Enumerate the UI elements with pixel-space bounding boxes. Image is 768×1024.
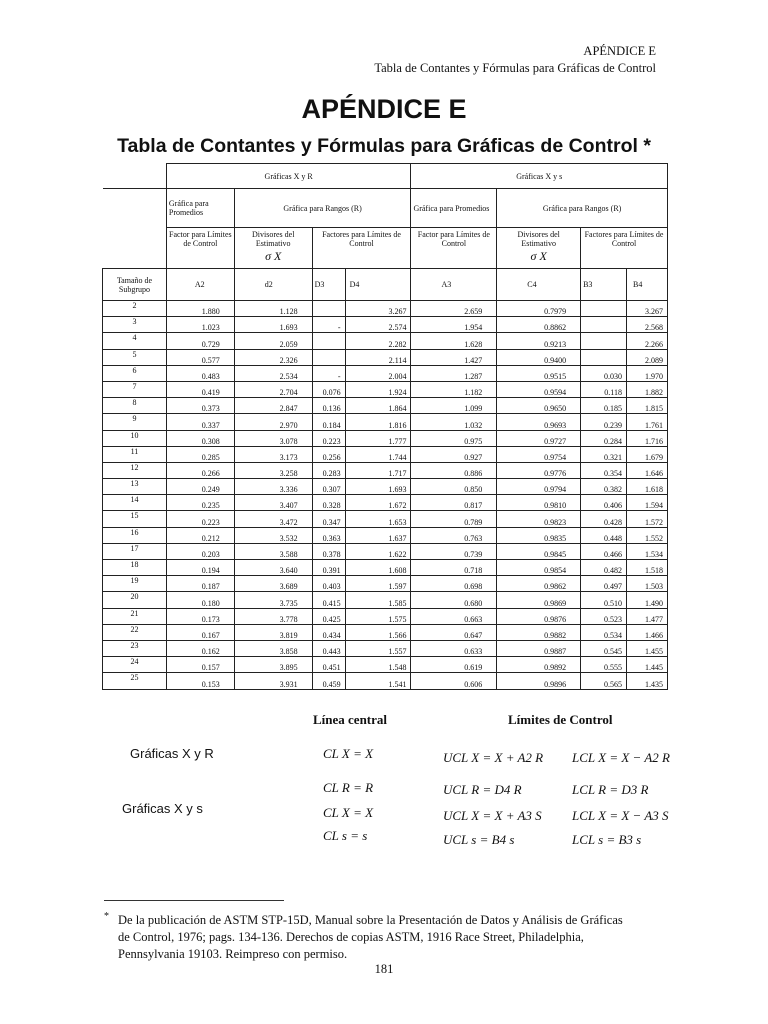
page-number: 181 xyxy=(374,962,394,976)
cell-subgroup: 24 xyxy=(103,657,167,673)
cell-subgroup: 23 xyxy=(103,640,167,656)
divisor-d2-header xyxy=(234,228,312,269)
cell-c4: 0.9876 xyxy=(497,608,581,624)
cell-a3: 1.099 xyxy=(411,398,497,414)
cell-d4: 1.548 xyxy=(345,657,411,673)
cell-b3: 0.545 xyxy=(581,640,627,656)
cell-b4: 1.970 xyxy=(627,365,668,381)
cell-d3: 0.391 xyxy=(312,560,345,576)
formula-ucl-x-xs: UCL X = X + A3 S xyxy=(443,808,542,823)
cell-c4: 0.9845 xyxy=(497,543,581,559)
running-header-appendix: APÉNDICE E xyxy=(583,44,656,58)
cell-a3: 2.659 xyxy=(411,301,497,317)
factores-b-header: Factores para Límites de Control xyxy=(581,228,668,269)
cell-a2: 0.285 xyxy=(166,446,234,462)
cell-b3: 0.284 xyxy=(581,430,627,446)
cell-d3: 0.328 xyxy=(312,495,345,511)
cell-d4: 1.557 xyxy=(345,640,411,656)
cell-a3: 1.182 xyxy=(411,381,497,397)
cell-subgroup: 22 xyxy=(103,624,167,640)
cell-b4: 1.761 xyxy=(627,414,668,430)
cell-d2: 3.689 xyxy=(234,576,312,592)
cell-d3: 0.223 xyxy=(312,430,345,446)
cell-c4: 0.9862 xyxy=(497,576,581,592)
cell-subgroup: 12 xyxy=(103,462,167,478)
cell-d2: 3.895 xyxy=(234,657,312,673)
cell-d4: 1.585 xyxy=(345,592,411,608)
table-row xyxy=(103,365,668,381)
cell-a2: 0.235 xyxy=(166,495,234,511)
cell-d3 xyxy=(312,333,345,349)
col-c4: C4 xyxy=(497,269,581,301)
footnote-rule xyxy=(104,900,284,901)
cell-a2: 0.308 xyxy=(166,430,234,446)
formula-cl-x-xs: CL X = X xyxy=(323,805,374,820)
table-row xyxy=(103,462,668,478)
cell-d2: 3.173 xyxy=(234,446,312,462)
table-row xyxy=(103,349,668,365)
group-header-xs: Gráficas X y s xyxy=(411,164,668,189)
cell-a3: 0.975 xyxy=(411,430,497,446)
formula-ucl-x-xr: UCL X = X + A2 R xyxy=(443,750,544,765)
cell-b3: 0.466 xyxy=(581,543,627,559)
cell-d4: 2.574 xyxy=(345,317,411,333)
cell-a2: 0.157 xyxy=(166,657,234,673)
sigma-symbol: σ X xyxy=(265,249,282,263)
cell-a2: 0.203 xyxy=(166,543,234,559)
cell-a3: 0.789 xyxy=(411,511,497,527)
cell-b4: 1.490 xyxy=(627,592,668,608)
cell-a3: 0.633 xyxy=(411,640,497,656)
cell-d3: 0.307 xyxy=(312,479,345,495)
cell-c4: 0.9869 xyxy=(497,592,581,608)
table-row xyxy=(103,592,668,608)
cell-a3: 0.680 xyxy=(411,592,497,608)
cell-d3: 0.403 xyxy=(312,576,345,592)
formula-lcl-x-xs: LCL X = X − A3 S xyxy=(572,808,669,823)
cell-a3: 1.628 xyxy=(411,333,497,349)
cell-subgroup: 2 xyxy=(103,301,167,317)
cell-a3: 0.619 xyxy=(411,657,497,673)
footnote xyxy=(104,912,634,963)
cell-d3: 0.459 xyxy=(312,673,345,689)
cell-a3: 1.954 xyxy=(411,317,497,333)
cell-a2: 0.577 xyxy=(166,349,234,365)
table-row xyxy=(103,576,668,592)
cell-b3: 0.239 xyxy=(581,414,627,430)
cell-a2: 0.729 xyxy=(166,333,234,349)
cell-d4: 1.597 xyxy=(345,576,411,592)
cell-d4: 1.566 xyxy=(345,624,411,640)
table-row xyxy=(103,673,668,689)
table-row xyxy=(103,333,668,349)
cell-d2: 3.858 xyxy=(234,640,312,656)
cell-a2: 0.167 xyxy=(166,624,234,640)
cell-d2: 2.326 xyxy=(234,349,312,365)
cell-subgroup: 16 xyxy=(103,527,167,543)
cell-b4: 1.503 xyxy=(627,576,668,592)
cell-a2: 0.373 xyxy=(166,398,234,414)
cell-d4: 2.114 xyxy=(345,349,411,365)
cell-b3: 0.565 xyxy=(581,673,627,689)
cell-c4: 0.9854 xyxy=(497,560,581,576)
cell-b3: 0.118 xyxy=(581,381,627,397)
sigma-symbol: σ X xyxy=(530,249,547,263)
cell-d2: 2.534 xyxy=(234,365,312,381)
table-row xyxy=(103,430,668,446)
cell-subgroup: 11 xyxy=(103,446,167,462)
factor-a3-header: Factor para Límites de Control xyxy=(411,228,497,269)
table-row xyxy=(103,657,668,673)
factores-d-header: Factores para Límites de Control xyxy=(312,228,411,269)
cell-d3: 0.136 xyxy=(312,398,345,414)
divisor-c4-text: Divisores del Estimativo xyxy=(517,230,560,248)
cell-d4: 2.004 xyxy=(345,365,411,381)
cell-c4: 0.9896 xyxy=(497,673,581,689)
cell-b4: 1.518 xyxy=(627,560,668,576)
col-a3: A3 xyxy=(411,269,497,301)
cell-d3: 0.347 xyxy=(312,511,345,527)
cell-d4: 2.282 xyxy=(345,333,411,349)
cell-d2: 3.258 xyxy=(234,462,312,478)
cell-a2: 0.223 xyxy=(166,511,234,527)
cell-a3: 0.718 xyxy=(411,560,497,576)
cell-d4: 1.637 xyxy=(345,527,411,543)
cell-c4: 0.7979 xyxy=(497,301,581,317)
cell-a3: 1.032 xyxy=(411,414,497,430)
cell-b3: 0.448 xyxy=(581,527,627,543)
cell-d4: 1.575 xyxy=(345,608,411,624)
cell-d3: 0.283 xyxy=(312,462,345,478)
formula-lcl-r: LCL R = D3 R xyxy=(572,782,649,797)
cell-d2: 3.532 xyxy=(234,527,312,543)
table-row xyxy=(103,398,668,414)
table-row xyxy=(103,527,668,543)
cell-d2: 3.735 xyxy=(234,592,312,608)
cell-d4: 1.693 xyxy=(345,479,411,495)
cell-d4: 1.653 xyxy=(345,511,411,527)
cell-b4: 2.266 xyxy=(627,333,668,349)
rangos-xr: Gráfica para Rangos (R) xyxy=(234,189,411,228)
cell-subgroup: 4 xyxy=(103,333,167,349)
cell-b4: 1.477 xyxy=(627,608,668,624)
cell-d2: 3.472 xyxy=(234,511,312,527)
table-row xyxy=(103,511,668,527)
cell-subgroup: 21 xyxy=(103,608,167,624)
cell-a2: 1.023 xyxy=(166,317,234,333)
table-row xyxy=(103,543,668,559)
formula-lcl-s: LCL s = B3 s xyxy=(572,832,642,847)
rangos-xs: Gráfica para Rangos (R) xyxy=(497,189,668,228)
cell-subgroup: 15 xyxy=(103,511,167,527)
cell-b3 xyxy=(581,333,627,349)
cell-b4: 1.552 xyxy=(627,527,668,543)
table-body xyxy=(103,301,668,690)
cell-subgroup: 10 xyxy=(103,430,167,446)
cell-c4: 0.9594 xyxy=(497,381,581,397)
cell-b4: 1.455 xyxy=(627,640,668,656)
cell-b3: 0.482 xyxy=(581,560,627,576)
cell-a3: 0.647 xyxy=(411,624,497,640)
cell-a2: 0.337 xyxy=(166,414,234,430)
cell-c4: 0.9776 xyxy=(497,462,581,478)
cell-a3: 1.287 xyxy=(411,365,497,381)
cell-b3 xyxy=(581,317,627,333)
cell-b4: 1.466 xyxy=(627,624,668,640)
table-row xyxy=(103,560,668,576)
cell-d2: 3.588 xyxy=(234,543,312,559)
col-b4: B4 xyxy=(627,269,668,301)
col-d2: d2 xyxy=(234,269,312,301)
cell-d3: 0.451 xyxy=(312,657,345,673)
cell-b4: 1.572 xyxy=(627,511,668,527)
divisor-c4-header xyxy=(497,228,581,269)
cell-a2: 0.194 xyxy=(166,560,234,576)
divisor-d2-text: Divisores del Estimativo xyxy=(251,230,295,248)
cell-subgroup: 8 xyxy=(103,398,167,414)
cell-d3: - xyxy=(312,365,345,381)
cell-subgroup: 14 xyxy=(103,495,167,511)
cell-d3: 0.378 xyxy=(312,543,345,559)
cell-c4: 0.9213 xyxy=(497,333,581,349)
table-row xyxy=(103,624,668,640)
cell-b3: 0.321 xyxy=(581,446,627,462)
cell-d2: 3.819 xyxy=(234,624,312,640)
cell-a2: 0.187 xyxy=(166,576,234,592)
cell-a3: 0.698 xyxy=(411,576,497,592)
cell-a2: 0.483 xyxy=(166,365,234,381)
cell-b4: 1.716 xyxy=(627,430,668,446)
col-a2: A2 xyxy=(166,269,234,301)
cell-a2: 0.173 xyxy=(166,608,234,624)
page-title: APÉNDICE E xyxy=(301,94,467,124)
table-row xyxy=(103,446,668,462)
factor-a2-header: Factor para Límites de Control xyxy=(166,228,234,269)
cell-a2: 1.880 xyxy=(166,301,234,317)
cell-d3: - xyxy=(312,317,345,333)
cell-c4: 0.9650 xyxy=(497,398,581,414)
cell-b3: 0.354 xyxy=(581,462,627,478)
cell-c4: 0.9892 xyxy=(497,657,581,673)
cell-subgroup: 13 xyxy=(103,479,167,495)
cell-b4: 1.815 xyxy=(627,398,668,414)
formula-cl-r: CL R = R xyxy=(323,780,374,795)
cell-b4: 2.089 xyxy=(627,349,668,365)
cell-c4: 0.9754 xyxy=(497,446,581,462)
cell-d2: 2.847 xyxy=(234,398,312,414)
cell-d3: 0.184 xyxy=(312,414,345,430)
cell-c4: 0.9835 xyxy=(497,527,581,543)
cell-d2: 3.640 xyxy=(234,560,312,576)
formula-lcl-x-xr: LCL X = X − A2 R xyxy=(572,750,670,765)
subgroup-header: Tamaño de Subgrupo xyxy=(103,269,167,301)
cell-b3 xyxy=(581,301,627,317)
footnote-marker: * xyxy=(104,911,109,922)
cell-d3: 0.425 xyxy=(312,608,345,624)
table-row xyxy=(103,317,668,333)
cell-c4: 0.9515 xyxy=(497,365,581,381)
cell-b3: 0.497 xyxy=(581,576,627,592)
cell-subgroup: 3 xyxy=(103,317,167,333)
cell-c4: 0.9810 xyxy=(497,495,581,511)
cell-b4: 1.534 xyxy=(627,543,668,559)
cell-subgroup: 6 xyxy=(103,365,167,381)
cell-a2: 0.162 xyxy=(166,640,234,656)
cell-d4: 1.672 xyxy=(345,495,411,511)
cell-b3: 0.510 xyxy=(581,592,627,608)
cell-b4: 1.882 xyxy=(627,381,668,397)
cell-d4: 1.622 xyxy=(345,543,411,559)
table-row xyxy=(103,479,668,495)
cell-d2: 2.970 xyxy=(234,414,312,430)
cell-d2: 2.704 xyxy=(234,381,312,397)
cell-b3 xyxy=(581,349,627,365)
cell-b3: 0.030 xyxy=(581,365,627,381)
cell-d4: 3.267 xyxy=(345,301,411,317)
cell-b3: 0.185 xyxy=(581,398,627,414)
cell-c4: 0.9887 xyxy=(497,640,581,656)
cell-c4: 0.9882 xyxy=(497,624,581,640)
cell-a3: 0.763 xyxy=(411,527,497,543)
cell-d4: 1.777 xyxy=(345,430,411,446)
table-row xyxy=(103,495,668,511)
cell-c4: 0.8862 xyxy=(497,317,581,333)
cell-d2: 3.778 xyxy=(234,608,312,624)
central-line-heading: Línea central xyxy=(313,712,388,727)
col-d4: D4 xyxy=(345,269,411,301)
cell-d3: 0.256 xyxy=(312,446,345,462)
cell-b3: 0.406 xyxy=(581,495,627,511)
cell-a2: 0.419 xyxy=(166,381,234,397)
cell-d2: 2.059 xyxy=(234,333,312,349)
cell-d4: 1.608 xyxy=(345,560,411,576)
cell-b4: 1.594 xyxy=(627,495,668,511)
cell-a3: 0.606 xyxy=(411,673,497,689)
cell-b4: 1.679 xyxy=(627,446,668,462)
cell-d3 xyxy=(312,301,345,317)
cell-b4: 1.435 xyxy=(627,673,668,689)
table-row xyxy=(103,640,668,656)
cell-a2: 0.180 xyxy=(166,592,234,608)
cell-b4: 1.618 xyxy=(627,479,668,495)
formula-ucl-r: UCL R = D4 R xyxy=(443,782,522,797)
footnote-text: De la publicación de ASTM STP-15D, Manual sobre la Presentación de Datos y Análisis de Gráficas de Control, 1976; pags. 134-136. Derechos de copias ASTM, 1916 Race Street, Philadelphia, Pennsylvania 19103. Reimpreso con permiso. xyxy=(118,913,623,961)
cell-a3: 0.927 xyxy=(411,446,497,462)
cell-d3: 0.076 xyxy=(312,381,345,397)
cell-a2: 0.153 xyxy=(166,673,234,689)
cell-d4: 1.541 xyxy=(345,673,411,689)
cell-a3: 1.427 xyxy=(411,349,497,365)
cell-d3: 0.415 xyxy=(312,592,345,608)
control-limits-heading: Límites de Control xyxy=(508,712,613,727)
cell-subgroup: 5 xyxy=(103,349,167,365)
label-graficas-xs: Gráficas X y s xyxy=(122,801,203,816)
formula-cl-s: CL s = s xyxy=(323,828,368,843)
cell-subgroup: 18 xyxy=(103,560,167,576)
constants-table xyxy=(102,163,668,690)
cell-a3: 0.739 xyxy=(411,543,497,559)
cell-c4: 0.9693 xyxy=(497,414,581,430)
cell-d2: 1.128 xyxy=(234,301,312,317)
table-row xyxy=(103,608,668,624)
cell-d3: 0.434 xyxy=(312,624,345,640)
page-subtitle: Tabla de Contantes y Fórmulas para Gráficas de Control * xyxy=(117,135,651,157)
cell-b4: 1.646 xyxy=(627,462,668,478)
table-row xyxy=(103,414,668,430)
cell-b4: 2.568 xyxy=(627,317,668,333)
cell-d4: 1.717 xyxy=(345,462,411,478)
cell-subgroup: 7 xyxy=(103,381,167,397)
table-row xyxy=(103,301,668,317)
cell-a2: 0.249 xyxy=(166,479,234,495)
cell-a3: 0.663 xyxy=(411,608,497,624)
cell-c4: 0.9794 xyxy=(497,479,581,495)
cell-c4: 0.9400 xyxy=(497,349,581,365)
cell-d3: 0.363 xyxy=(312,527,345,543)
group-header-xr: Gráficas X y R xyxy=(166,164,411,189)
cell-d2: 3.407 xyxy=(234,495,312,511)
col-d3: D3 xyxy=(312,269,345,301)
cell-b3: 0.523 xyxy=(581,608,627,624)
cell-d4: 1.744 xyxy=(345,446,411,462)
col-b3: B3 xyxy=(581,269,627,301)
cell-a2: 0.266 xyxy=(166,462,234,478)
cell-subgroup: 9 xyxy=(103,414,167,430)
cell-d4: 1.924 xyxy=(345,381,411,397)
cell-b4: 3.267 xyxy=(627,301,668,317)
promedios-xs: Gráfica para Promedios xyxy=(411,189,497,228)
cell-b3: 0.555 xyxy=(581,657,627,673)
cell-d2: 3.931 xyxy=(234,673,312,689)
cell-d4: 1.816 xyxy=(345,414,411,430)
cell-d2: 3.336 xyxy=(234,479,312,495)
cell-subgroup: 19 xyxy=(103,576,167,592)
running-header-title: Tabla de Contantes y Fórmulas para Gráficas de Control xyxy=(374,61,656,75)
cell-b4: 1.445 xyxy=(627,657,668,673)
cell-d2: 3.078 xyxy=(234,430,312,446)
cell-subgroup: 17 xyxy=(103,543,167,559)
cell-b3: 0.534 xyxy=(581,624,627,640)
running-header xyxy=(374,43,656,77)
cell-subgroup: 20 xyxy=(103,592,167,608)
formula-ucl-s: UCL s = B4 s xyxy=(443,832,515,847)
cell-b3: 0.428 xyxy=(581,511,627,527)
cell-a2: 0.212 xyxy=(166,527,234,543)
label-graficas-xr: Gráficas X y R xyxy=(130,746,214,761)
formula-cl-x-xr: CL X = X xyxy=(323,746,374,761)
cell-d3: 0.443 xyxy=(312,640,345,656)
table-row xyxy=(103,381,668,397)
cell-d4: 1.864 xyxy=(345,398,411,414)
cell-a3: 0.817 xyxy=(411,495,497,511)
cell-a3: 0.850 xyxy=(411,479,497,495)
promedios-xr: Gráfica para Promedios xyxy=(166,189,234,228)
cell-d2: 1.693 xyxy=(234,317,312,333)
cell-c4: 0.9823 xyxy=(497,511,581,527)
cell-b3: 0.382 xyxy=(581,479,627,495)
cell-a3: 0.886 xyxy=(411,462,497,478)
cell-c4: 0.9727 xyxy=(497,430,581,446)
cell-subgroup: 25 xyxy=(103,673,167,689)
cell-d3 xyxy=(312,349,345,365)
